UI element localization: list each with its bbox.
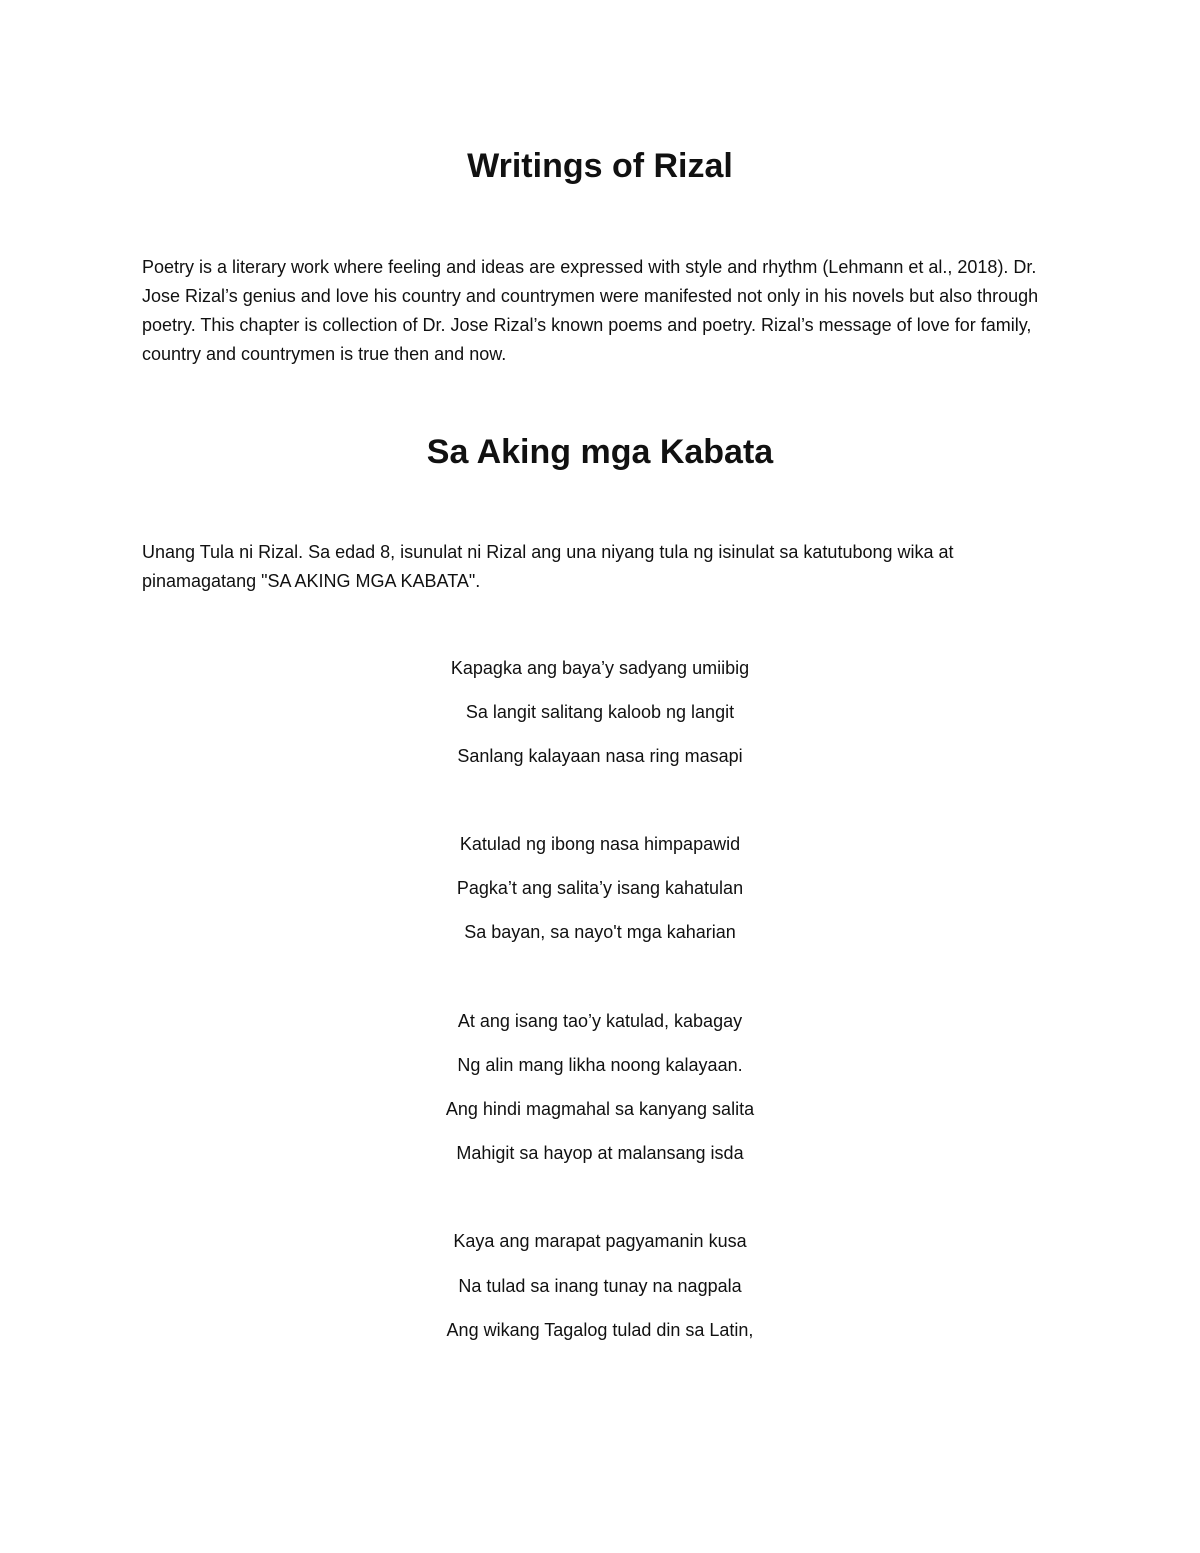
verse-line: Ang hindi magmahal sa kanyang salita — [445, 1099, 755, 1119]
verse-line: Mahigit sa hayop at malansang isda — [456, 1143, 744, 1163]
verse-line: Katulad ng ibong nasa himpapawid — [459, 834, 741, 854]
verse-line: Sanlang kalayaan nasa ring masapi — [457, 746, 743, 766]
verse-line: Ang wikang Tagalog tulad din sa Latin, — [446, 1320, 754, 1340]
verse-line: Sa bayan, sa nayo't mga kaharian — [464, 922, 736, 942]
verse-line: Na tulad sa inang tunay na nagpala — [458, 1276, 742, 1296]
verse-line: At ang isang tao’y katulad, kabagay — [457, 1011, 743, 1031]
document-title: Writings of Rizal — [467, 147, 733, 185]
poem-title: Sa Aking mga Kabata — [426, 433, 774, 471]
intro-paragraph: Poetry is a literary work where feeling and ideas are expressed with style and rhythm (Lehmann et al., 2018). Dr. Jose Rizal’s genius and love his country and countrymen were manifested not only in his novels but also through poetry. This chapter is collection of Dr. Jose Rizal’s known poems and poetry. Rizal’s message of love for family, country and countrymen is true then and now. — [142, 257, 1039, 364]
verse-line: Kaya ang marapat pagyamanin kusa — [453, 1231, 747, 1251]
verse-line: Kapagka ang baya’y sadyang umiibig — [450, 658, 750, 678]
verse-line: Ng alin mang likha noong kalayaan. — [457, 1055, 743, 1075]
verse-line: Sa langit salitang kaloob ng langit — [465, 702, 735, 722]
poem-intro-paragraph: Unang Tula ni Rizal. Sa edad 8, isunulat ni Rizal ang una niyang tula ng isinulat sa katutubong wika at pinamagatang "SA AKING MGA KABATA". — [142, 542, 954, 591]
verse-line: Pagka’t ang salita’y isang kahatulan — [456, 878, 744, 898]
